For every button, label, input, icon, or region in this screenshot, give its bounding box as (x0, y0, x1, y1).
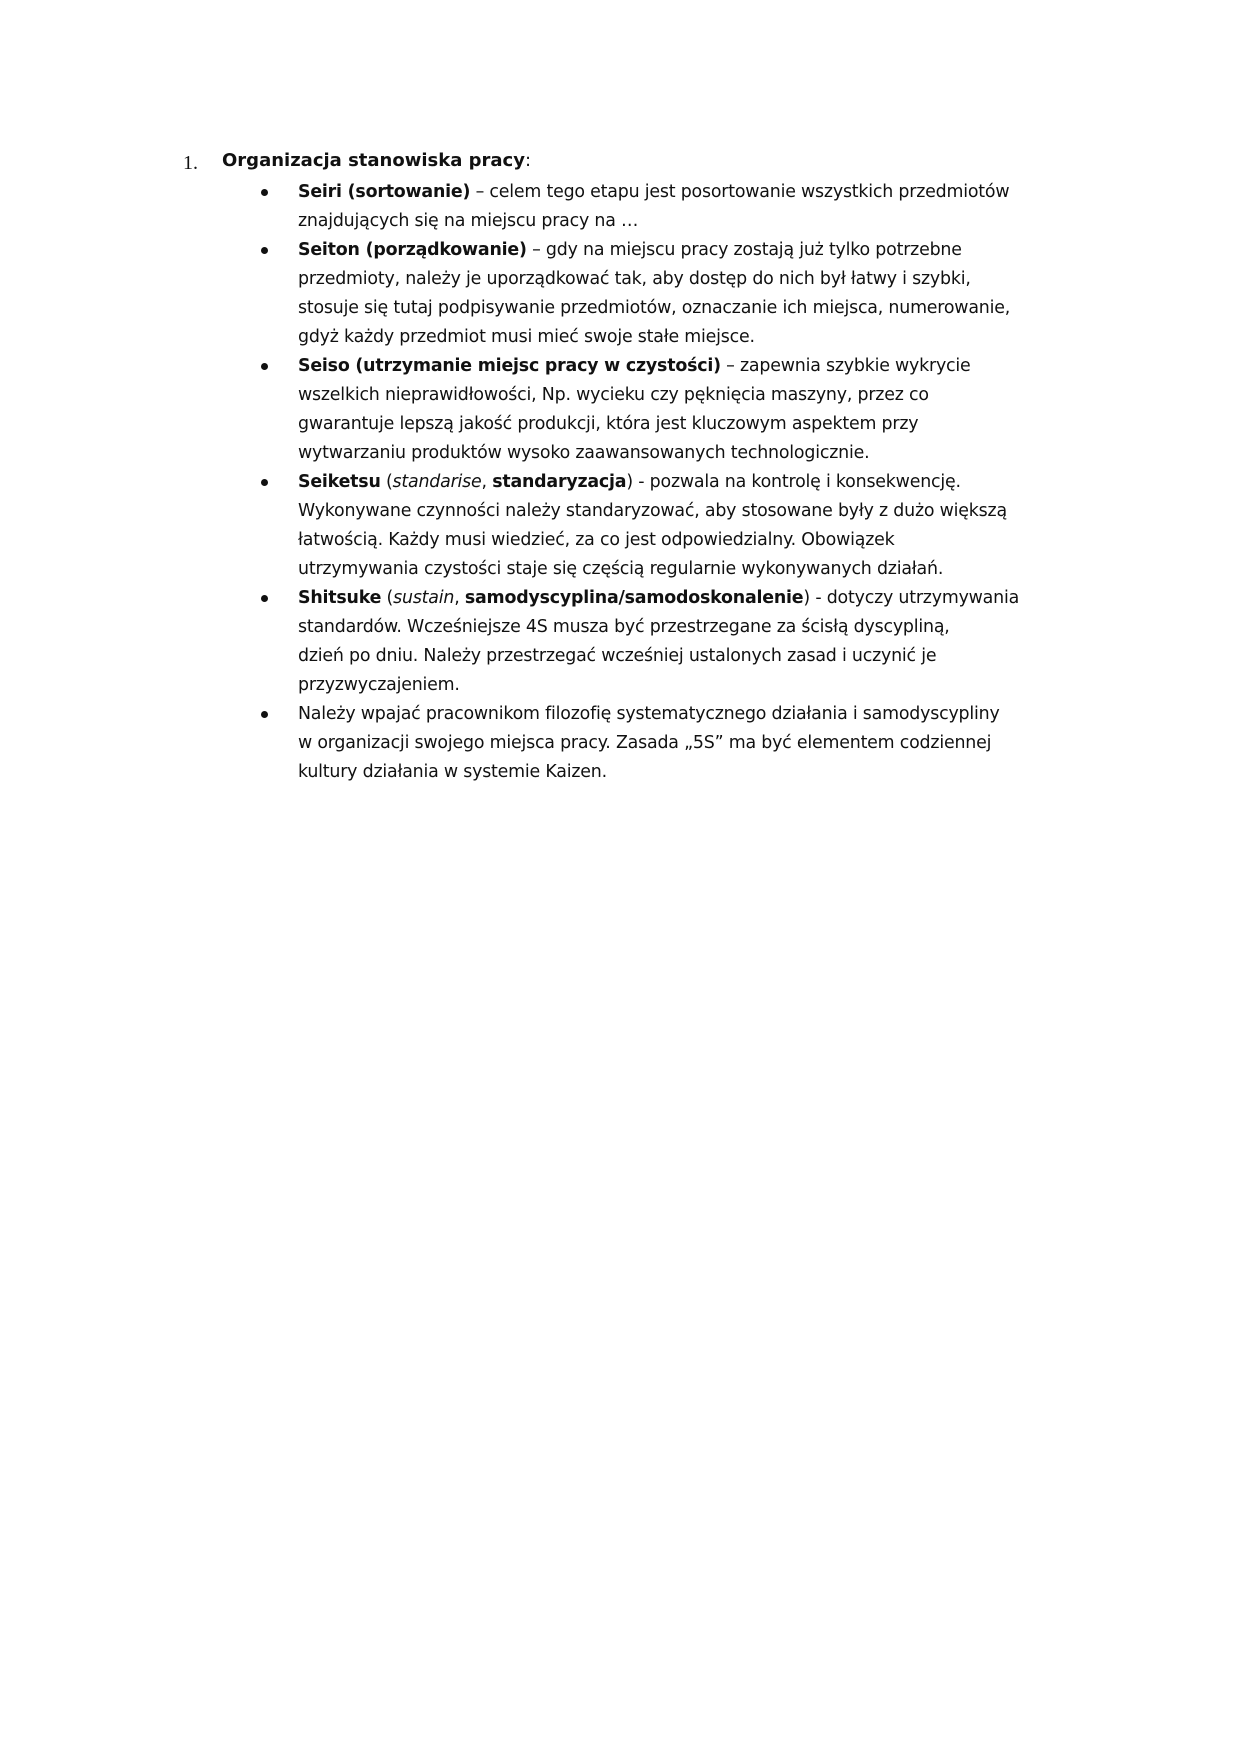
list-item (258, 178, 1098, 236)
section-title (222, 150, 531, 171)
bullet-icon (261, 189, 268, 196)
text-segment: dzień po dniu. Należy przestrzegać wcześniej ustalonych zasad i uczynić je (298, 646, 937, 666)
text-segment: utrzymywania czystości staje się częścią regularnie wykonywanych działań. (298, 559, 944, 579)
text-segment: przyzwyczajeniem. (298, 675, 460, 695)
text-segment: Wykonywane czynności należy standaryzować, aby stosowane były z dużo większą (298, 501, 1007, 521)
text-segment: wszelkich nieprawidłowości, Np. wycieku czy pęknięcia maszyny, przez co (298, 385, 929, 405)
text-line (298, 207, 1098, 236)
text-segment: ( (381, 588, 394, 608)
list-number: 1. (183, 152, 198, 174)
bullet-icon (261, 595, 268, 602)
text-segment: standardów. Wcześniejsze 4S musza być przestrzegane za ścisłą dyscypliną, (298, 617, 950, 637)
bold-term: Shitsuke (298, 588, 382, 608)
bold-term: Seiketsu (298, 472, 381, 492)
section-title-colon: : (524, 150, 532, 171)
text-line (298, 555, 1098, 584)
text-line (298, 439, 1098, 468)
text-line (298, 497, 1098, 526)
text-line (298, 758, 1098, 787)
text-segment: – celem tego etapu jest posortowanie wszystkich przedmiotów (470, 182, 1010, 202)
text-line (298, 323, 1098, 352)
text-segment: , (481, 472, 493, 492)
list-item (258, 236, 1098, 352)
text-segment: – zapewnia szybkie wykrycie (720, 356, 971, 376)
text-line (298, 613, 1098, 642)
bold-term: samodyscyplina/samodoskonalenie (464, 588, 804, 608)
list-item (258, 584, 1098, 700)
text-line (298, 410, 1098, 439)
text-line (298, 236, 1098, 265)
text-segment: Należy wpajać pracownikom filozofię systematycznego działania i samodyscypliny (298, 704, 1000, 724)
list-item (258, 700, 1098, 787)
bullet-icon (261, 247, 268, 254)
bullet-list (258, 178, 1098, 787)
text-line (298, 352, 1098, 381)
italic-term: standarise (392, 472, 482, 492)
text-line (298, 381, 1098, 410)
bullet-icon (261, 363, 268, 370)
text-segment: ( (380, 472, 393, 492)
text-line (298, 178, 1098, 207)
text-segment: znajdujących się na miejscu pracy na … (298, 211, 639, 231)
text-line (298, 671, 1098, 700)
bullet-icon (261, 479, 268, 486)
text-segment: w organizacji swojego miejsca pracy. Zasada „5S” ma być elementem codziennej (298, 733, 992, 753)
text-segment: ) - pozwala na kontrolę i konsekwencję. (626, 472, 961, 492)
text-line (298, 700, 1098, 729)
bold-term: Seiton (porządkowanie) (298, 240, 527, 260)
text-line (298, 584, 1098, 613)
text-segment: wytwarzaniu produktów wysoko zaawansowanych technologicznie. (298, 443, 870, 463)
bold-term: standaryzacja (492, 472, 627, 492)
text-segment: gdyż każdy przedmiot musi mieć swoje stałe miejsce. (298, 327, 755, 347)
section-title-text: Organizacja stanowiska pracy (222, 150, 525, 171)
text-segment: ) - dotyczy utrzymywania (803, 588, 1020, 608)
text-line (298, 729, 1098, 758)
bold-term: Seiso (utrzymanie miejsc pracy w czystości) (298, 356, 721, 376)
text-segment: przedmioty, należy je uporządkować tak, aby dostęp do nich był łatwy i szybki, (298, 269, 971, 289)
text-segment: stosuje się tutaj podpisywanie przedmiotów, oznaczanie ich miejsca, numerowanie, (298, 298, 1011, 318)
bullet-icon (261, 711, 268, 718)
text-line (298, 265, 1098, 294)
list-item (258, 468, 1098, 584)
bold-term: Seiri (sortowanie) (298, 182, 471, 202)
text-segment: – gdy na miejscu pracy zostają już tylko potrzebne (526, 240, 962, 260)
italic-term: sustain (393, 588, 455, 608)
text-segment: gwarantuje lepszą jakość produkcji, która jest kluczowym aspektem przy (298, 414, 919, 434)
text-line (298, 294, 1098, 323)
text-segment: kultury działania w systemie Kaizen. (298, 762, 607, 782)
text-segment: , (454, 588, 465, 608)
text-segment: łatwością. Każdy musi wiedzieć, za co jest odpowiedzialny. Obowiązek (298, 530, 895, 550)
list-item (258, 352, 1098, 468)
text-line (298, 526, 1098, 555)
text-line (298, 642, 1098, 671)
text-line (298, 468, 1098, 497)
